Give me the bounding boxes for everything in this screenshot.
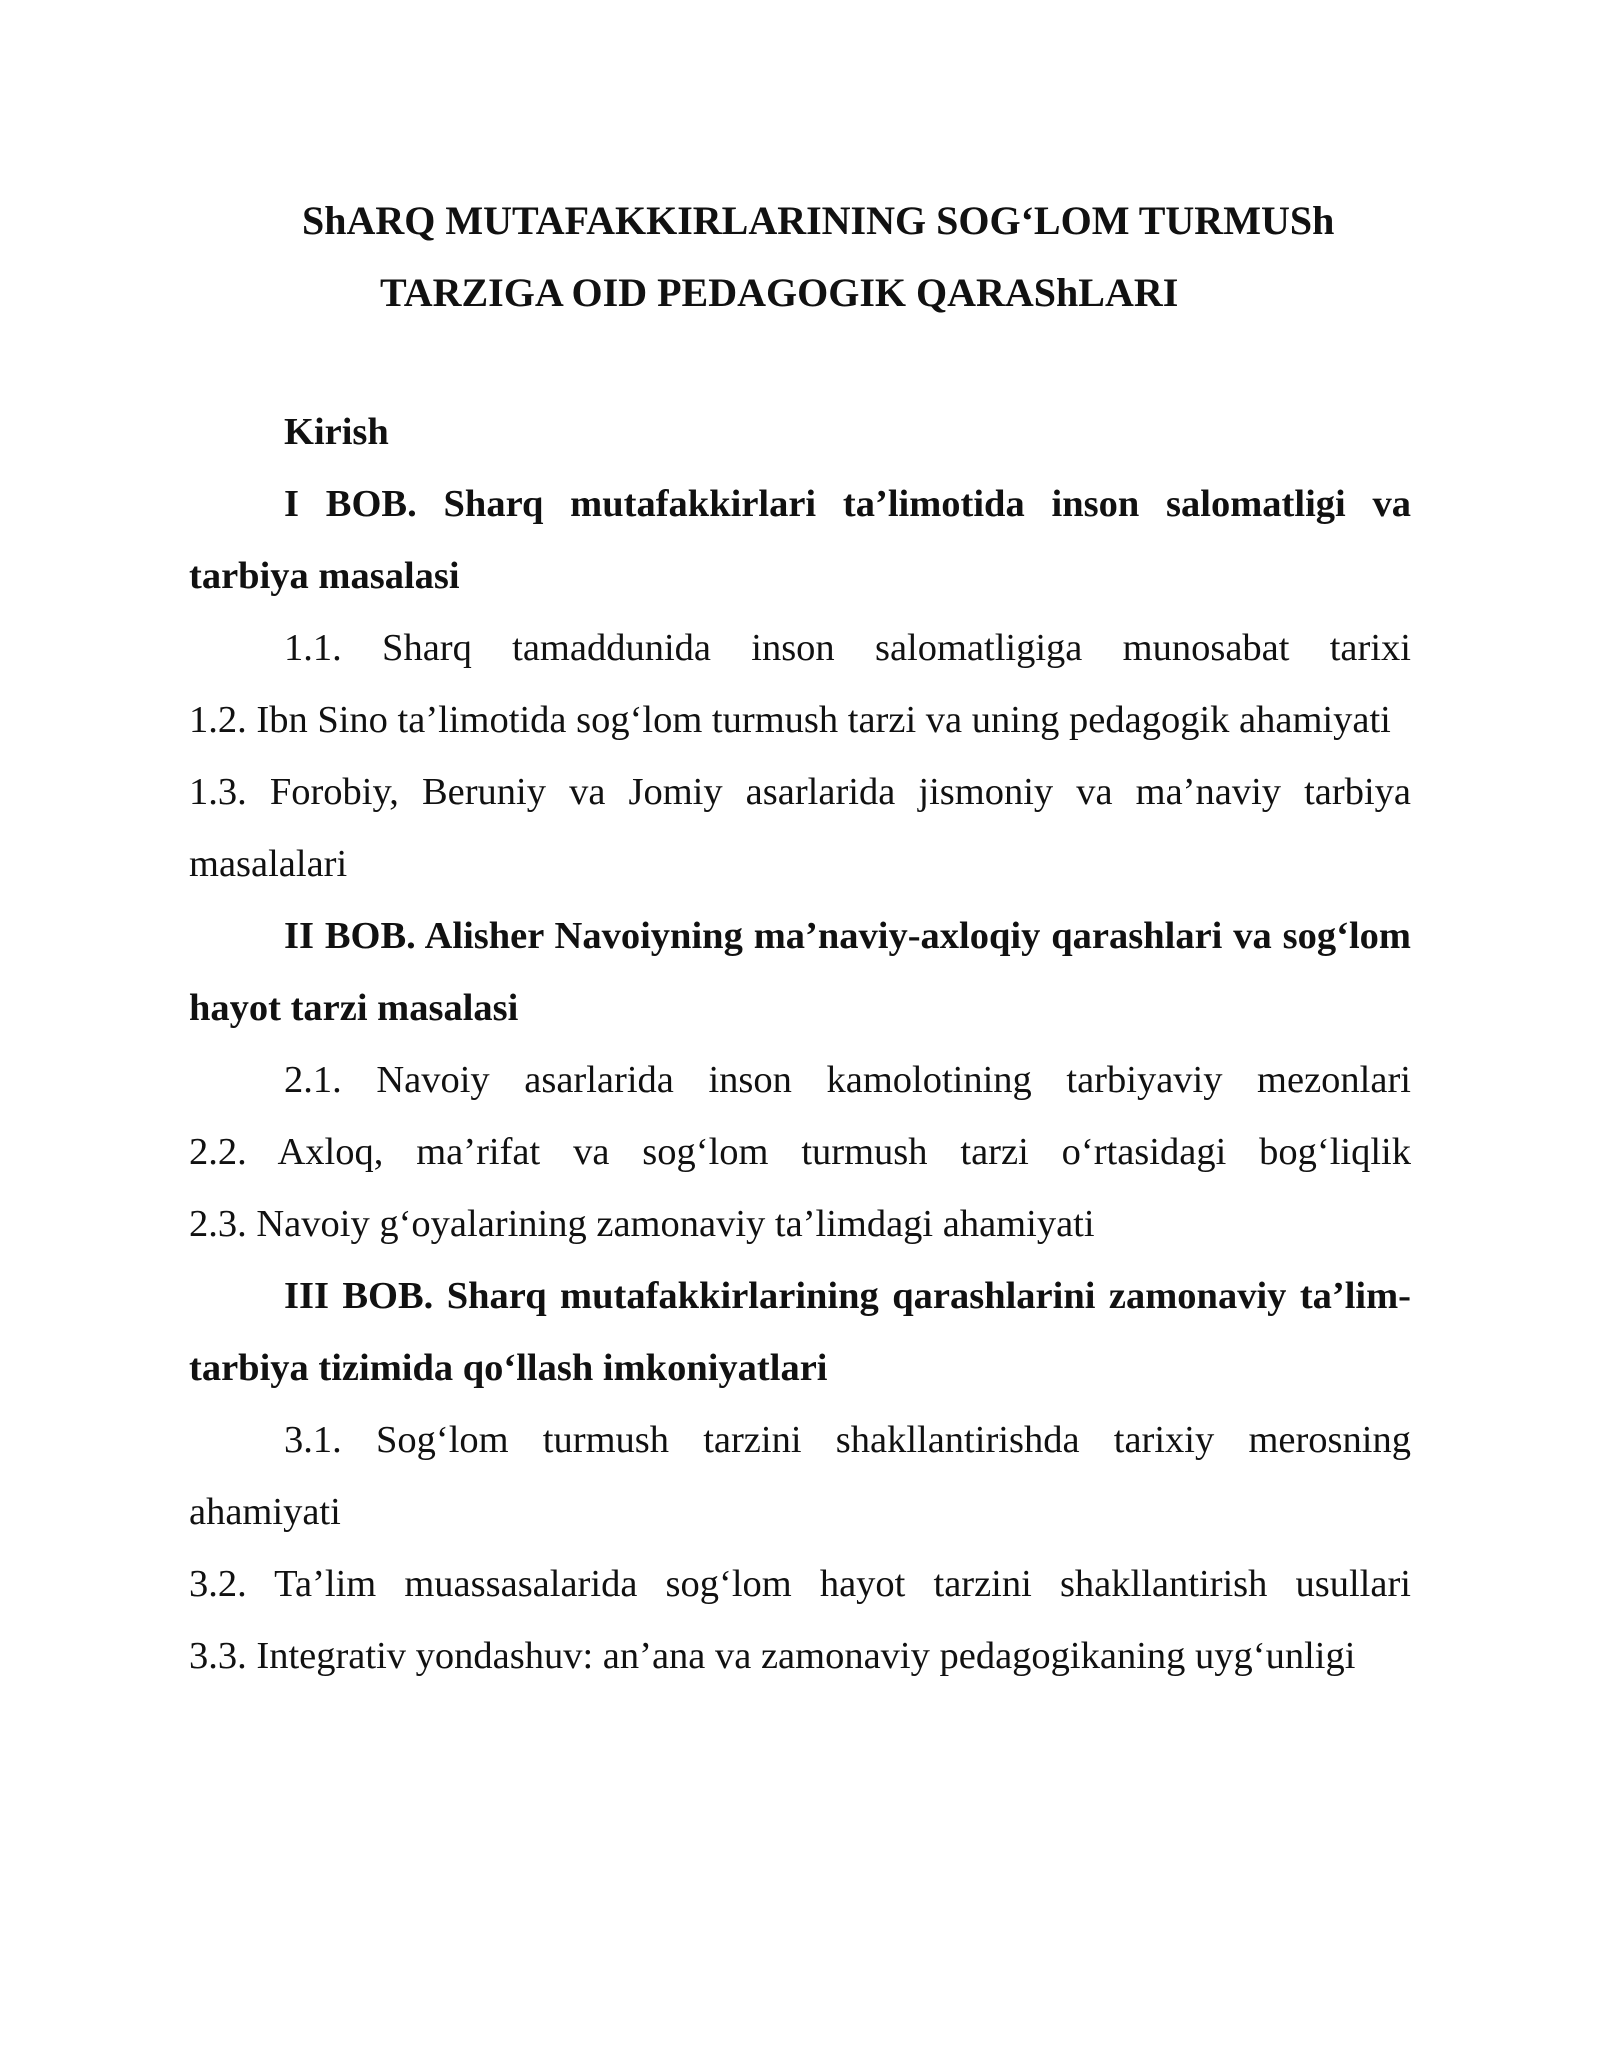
table-of-contents (189, 396, 1411, 1692)
title-line-2: TARZIGA OID PEDAGOGIK QARAShLARI (380, 270, 1179, 315)
section-2-2: 2.2. Axloq, ma’rifat va sog‘lom turmush tarzi o‘rtasidagi bog‘liqlik (189, 1131, 1411, 1173)
section-3-1: 3.1. Sog‘lom turmush tarzini shakllantirishda tarixiy merosning ahamiyati (189, 1419, 1411, 1533)
section-1-1: 1.1. Sharq tamaddunida inson salomatligiga munosabat tarixi (284, 627, 1411, 669)
chapter-2-heading: II BOB. Alisher Navoiyning ma’naviy-axloqiy qarashlari va sog‘lom hayot tarzi masalasi (189, 915, 1411, 1029)
section-2-3: 2.3. Navoiy g‘oyalarining zamonaviy ta’limdagi ahamiyati (189, 1203, 1095, 1245)
chapter-1-heading: I BOB. Sharq mutafakkirlari ta’limotida inson salomatligi va tarbiya masalasi (189, 483, 1411, 597)
document-title (0, 185, 1600, 329)
intro-heading: Kirish (284, 411, 389, 453)
section-3-2: 3.2. Ta’lim muassasalarida sog‘lom hayot tarzini shakllantirish usullari (189, 1563, 1411, 1605)
section-3-3: 3.3. Integrativ yondashuv: an’ana va zamonaviy pedagogikaning uyg‘unligi (189, 1635, 1356, 1677)
chapter-3-heading: III BOB. Sharq mutafakkirlarining qarashlarini zamonaviy ta’lim-tarbiya tizimida qo‘llash imkoniyatlari (189, 1275, 1411, 1389)
section-2-1: 2.1. Navoiy asarlarida inson kamolotining tarbiyaviy mezonlari (284, 1059, 1411, 1101)
section-1-3: 1.3. Forobiy, Beruniy va Jomiy asarlarida jismoniy va ma’naviy tarbiya masalalari (189, 771, 1411, 885)
section-1-2: 1.2. Ibn Sino ta’limotida sog‘lom turmush tarzi va uning pedagogik ahamiyati (189, 699, 1391, 741)
title-line-1: ShARQ MUTAFAKKIRLARINING SOG‘LOM TURMUSh (302, 198, 1335, 243)
